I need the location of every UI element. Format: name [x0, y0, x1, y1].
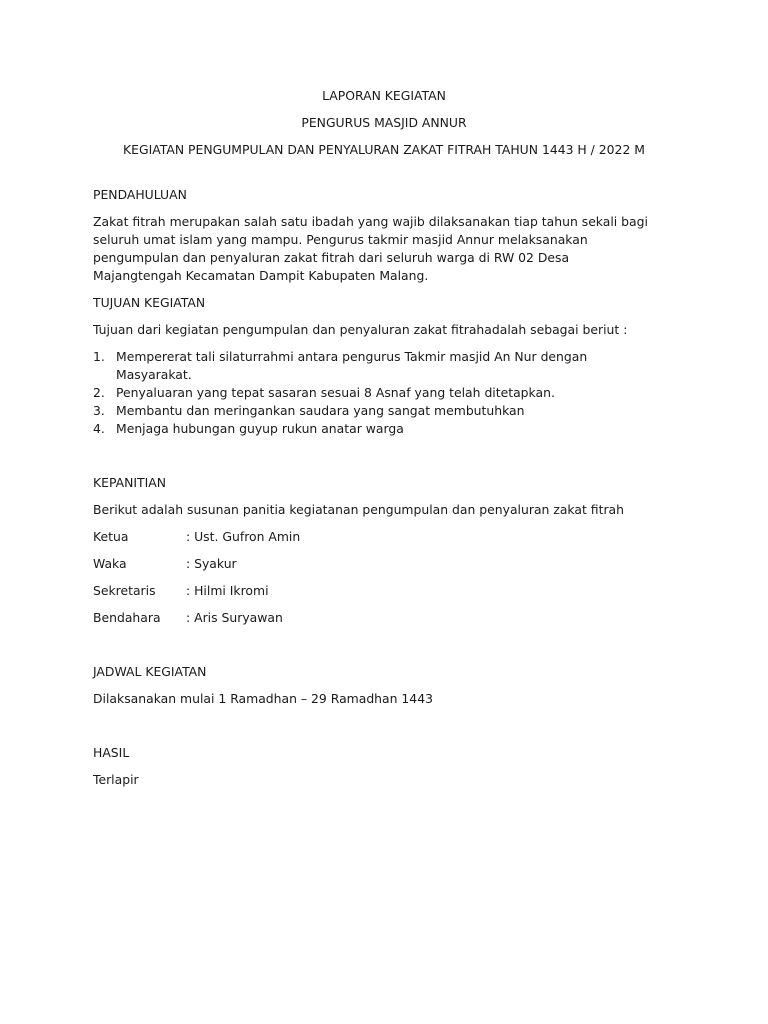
- document-body: [93, 87, 653, 789]
- list-item-text: Penyaluaran yang tepat sasaran sesuai 8 Asnaf yang telah ditetapkan.: [116, 385, 555, 400]
- committee-row: [93, 582, 653, 600]
- committee-role: Bendahara: [93, 610, 161, 625]
- goals-lead: Tujuan dari kegiatan pengumpulan dan penyaluran zakat fitrahadalah sebagai beriut :: [93, 322, 628, 337]
- schedule-text: Dilaksanakan mulai 1 Ramadhan – 29 Ramadhan 1443: [93, 691, 433, 706]
- schedule-heading: JADWAL KEGIATAN: [93, 664, 207, 679]
- committee-member-name: : Ust. Gufron Amin: [186, 529, 301, 544]
- committee-role: Waka: [93, 556, 127, 571]
- committee-role: Ketua: [93, 529, 129, 544]
- committee-row: [93, 528, 653, 546]
- committee-row: [93, 609, 653, 627]
- committee-member-name: : Syakur: [186, 556, 237, 571]
- organization-title: PENGURUS MASJID ANNUR: [301, 115, 467, 130]
- list-item-number: 1.: [93, 349, 105, 364]
- list-item-number: 4.: [93, 421, 105, 436]
- committee-lead: Berikut adalah susunan panitia kegiatanan pengumpulan dan penyaluran zakat fitrah: [93, 502, 624, 517]
- goals-list: [93, 348, 653, 438]
- intro-heading: PENDAHULUAN: [93, 187, 187, 202]
- committee-role: Sekretaris: [93, 583, 156, 598]
- list-item: [93, 402, 653, 420]
- list-item-text: Membantu dan meringankan saudara yang sangat membutuhkan: [116, 403, 525, 418]
- list-item: [93, 384, 653, 402]
- goals-heading: TUJUAN KEGIATAN: [93, 295, 206, 310]
- committee-row: [93, 555, 653, 573]
- committee-member-name: : Aris Suryawan: [186, 610, 283, 625]
- list-item: [93, 348, 653, 384]
- result-text: Terlapir: [93, 772, 139, 787]
- list-item-text: Menjaga hubungan guyup rukun anatar warga: [116, 421, 404, 436]
- list-item-number: 3.: [93, 403, 105, 418]
- list-item-number: 2.: [93, 385, 105, 400]
- committee-member-name: : Hilmi Ikromi: [186, 583, 269, 598]
- committee-heading: KEPANITIAN: [93, 475, 167, 490]
- activity-title: KEGIATAN PENGUMPULAN DAN PENYALURAN ZAKAT FITRAH TAHUN 1443 H / 2022 M: [123, 142, 645, 157]
- report-title: LAPORAN KEGIATAN: [322, 88, 446, 103]
- list-item: [93, 420, 653, 438]
- intro-paragraph: Zakat fitrah merupakan salah satu ibadah yang wajib dilaksanakan tiap tahun sekali bagi seluruh umat islam yang mampu. Pengurus takmir masjid Annur melaksanakan pengumpulan dan penyaluran zakat fitrah dari seluruh warga di RW 02 Desa Majangtengah Kecamatan Dampit Kabupaten Malang.: [93, 214, 648, 283]
- list-item-text: Mempererat tali silaturrahmi antara pengurus Takmir masjid An Nur dengan Masyarakat.: [116, 349, 588, 382]
- result-heading: HASIL: [93, 745, 130, 760]
